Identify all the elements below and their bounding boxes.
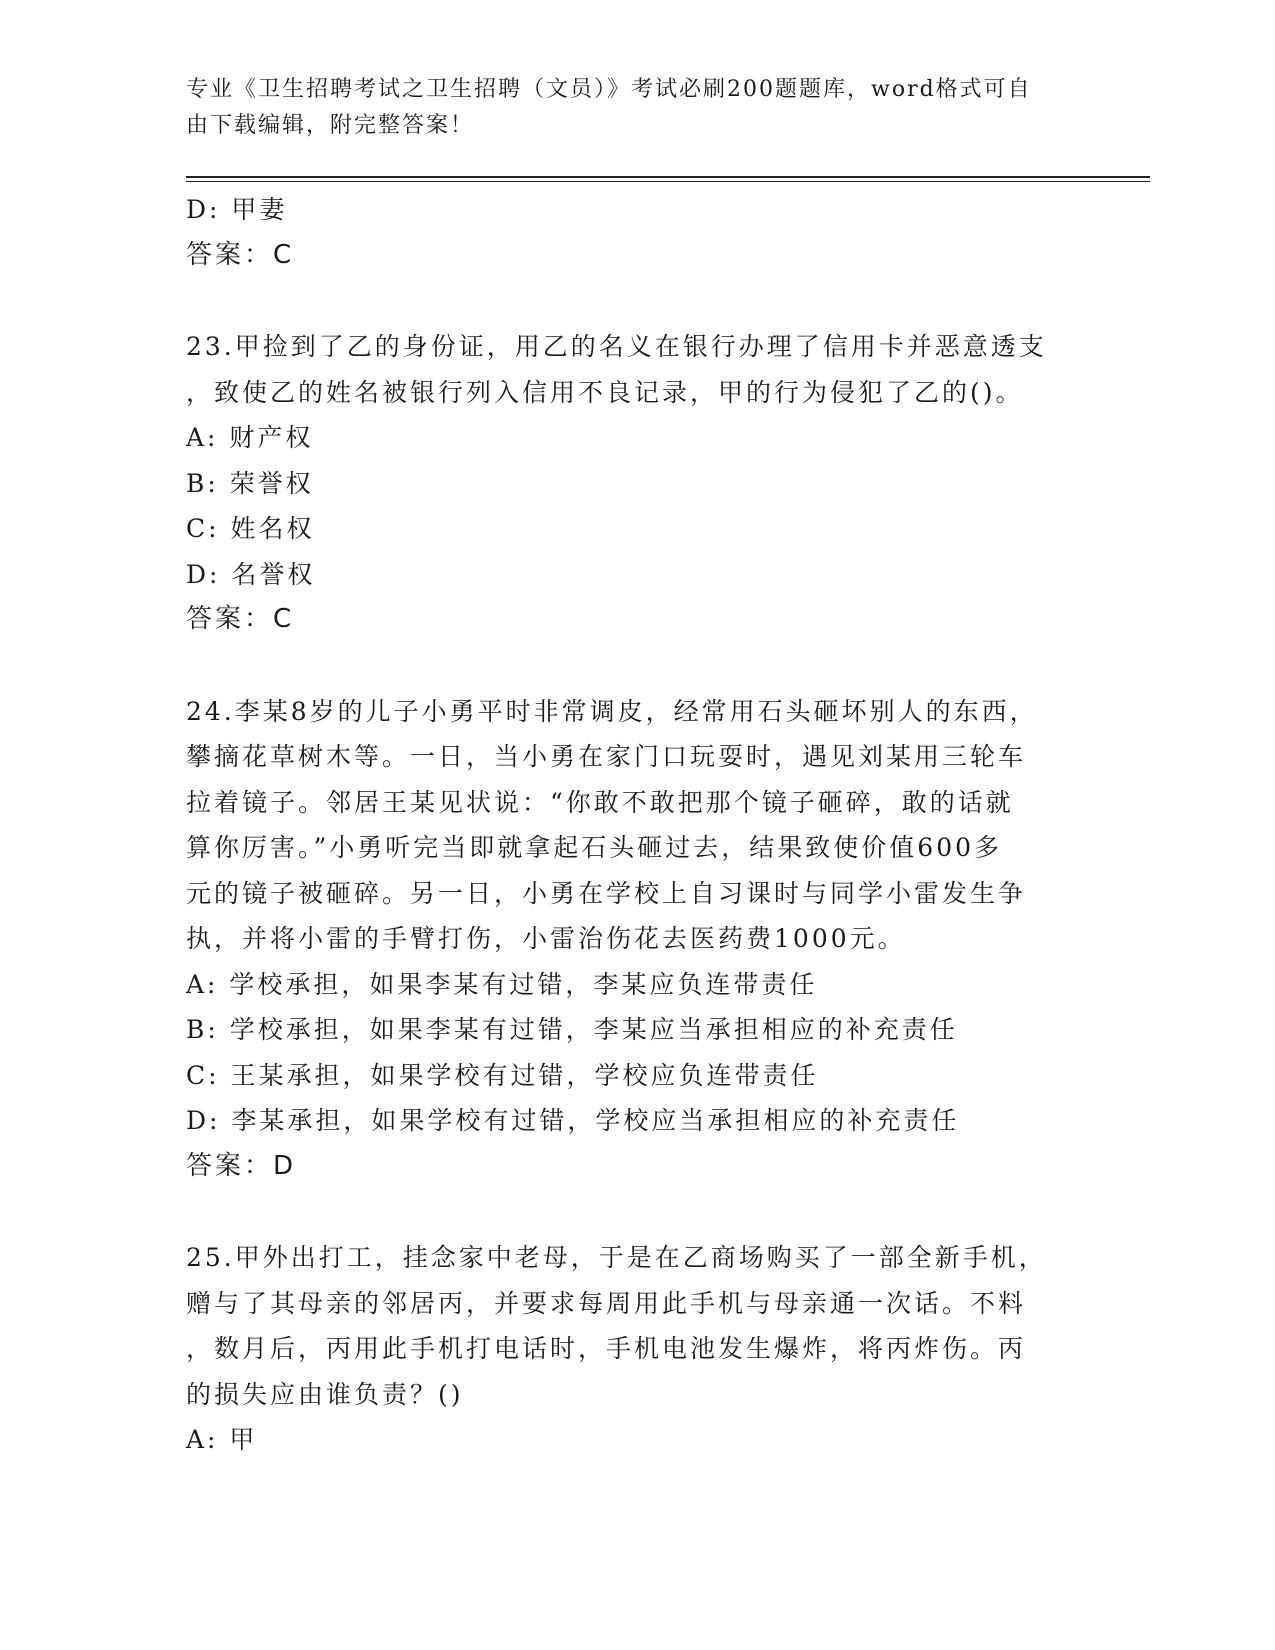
question-25 bbox=[186, 1235, 1086, 1463]
option-b: B: 荣誉权 bbox=[186, 468, 314, 498]
previous-question-tail bbox=[186, 187, 1086, 278]
question-stem-line: 攀摘花草树木等。一日，当小勇在家门口玩耍时，遇见刘某用三轮车 bbox=[186, 742, 1027, 771]
option-d: D: 甲妻 bbox=[186, 195, 288, 224]
header-divider-thick bbox=[186, 176, 1150, 178]
header-title-line-1: 专业《卫生招聘考试之卫生招聘（文员）》考试必刷200题题库，word格式可自 bbox=[186, 77, 1032, 102]
option-a: A: 财产权 bbox=[186, 423, 314, 452]
answer-line: 答案：D bbox=[186, 1150, 297, 1181]
header-title-line-2: 由下载编辑，附完整答案！ bbox=[186, 113, 475, 138]
option-a: A: 学校承担，如果李某有过错，李某应负连带责任 bbox=[186, 969, 818, 999]
option-c: C: 王某承担，如果学校有过错，学校应负连带责任 bbox=[186, 1060, 819, 1090]
question-stem-line: 元的镜子被砸碎。另一日，小勇在学校上自习课时与同学小雷发生争 bbox=[186, 878, 1027, 908]
question-stem-line: 23.甲捡到了乙的身份证，用乙的名义在银行办理了信用卡并恶意透支 bbox=[186, 332, 1047, 361]
question-stem-line: 执，并将小雷的手臂打伤，小雷治伤花去医药费1000元。 bbox=[186, 924, 906, 953]
option-b: B: 学校承担，如果李某有过错，李某应当承担相应的补充责任 bbox=[186, 1015, 958, 1044]
question-stem-line: ，致使乙的姓名被银行列入信用不良记录，甲的行为侵犯了乙的()。 bbox=[186, 377, 1024, 407]
option-c: C: 姓名权 bbox=[186, 514, 315, 543]
option-d: D: 李某承担，如果学校有过错，学校应当承担相应的补充责任 bbox=[186, 1106, 960, 1135]
question-stem-line: 25.甲外出打工，挂念家中老母，于是在乙商场购买了一部全新手机， bbox=[186, 1243, 1047, 1272]
document-header bbox=[186, 72, 1076, 144]
question-stem-line: ，数月后，丙用此手机打电话时，手机电池发生爆炸，将丙炸伤。丙 bbox=[186, 1334, 1027, 1363]
answer-line: 答案：C bbox=[186, 604, 295, 634]
answer-line: 答案：C bbox=[186, 239, 295, 270]
question-stem-line: 24.李某8岁的儿子小勇平时非常调皮，经常用石头砸坏别人的东西， bbox=[186, 696, 1038, 726]
question-24 bbox=[186, 689, 1086, 1190]
question-stem-line: 拉着镜子。邻居王某见状说：“你敢不敢把那个镜子砸碎，敢的话就 bbox=[186, 787, 1014, 817]
option-a: A: 甲 bbox=[186, 1425, 258, 1454]
question-23 bbox=[186, 324, 1086, 643]
header-divider-thin bbox=[186, 181, 1150, 182]
question-stem-line: 赠与了其母亲的邻居丙，并要求每周用此手机与母亲通一次话。不料 bbox=[186, 1288, 1027, 1318]
option-d: D: 名誉权 bbox=[186, 559, 316, 589]
question-stem-line: 算你厉害。”小勇听完当即就拿起石头砸过去，结果致使价值600多 bbox=[186, 833, 1003, 862]
question-stem-line: 的损失应由谁负责？() bbox=[186, 1379, 464, 1409]
question-list bbox=[186, 187, 1086, 1463]
